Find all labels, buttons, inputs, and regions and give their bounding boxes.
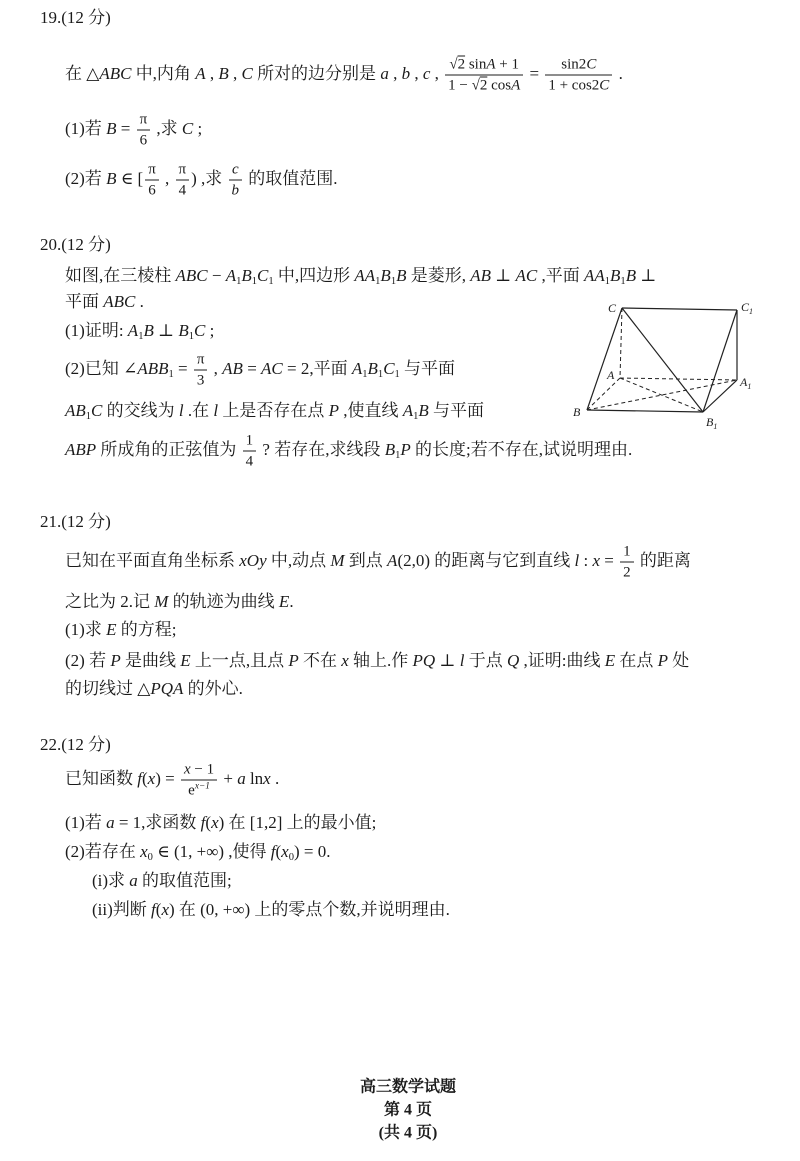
denominator — [176, 181, 190, 200]
edge-c-b — [587, 308, 622, 410]
text-run: 的长度;若不存在,试说明理由. — [410, 439, 633, 459]
text-run: ,求 — [152, 118, 182, 138]
q20-stem-line-2 — [65, 290, 144, 314]
numerator — [229, 161, 243, 181]
q22-part-2 — [65, 840, 330, 864]
text-run: e — [188, 782, 195, 799]
fraction — [229, 161, 243, 200]
text-run: (2)若 — [65, 168, 107, 188]
math-variable: PQ — [412, 651, 436, 670]
math-variable: E — [604, 651, 616, 670]
subscript: 0 — [147, 852, 153, 864]
text-run: 的取值范围; — [137, 871, 232, 890]
math-variable: f — [270, 842, 276, 861]
footer-page-total: (共 4 页) — [378, 1124, 438, 1142]
text-run: ; — [205, 321, 215, 340]
fraction — [137, 111, 151, 150]
text-run: 的交线为 — [102, 401, 179, 420]
text-run: 不在 — [298, 651, 342, 670]
math-variable: AC — [261, 358, 283, 378]
q21-stem-line-1 — [65, 543, 691, 582]
text-run: 的距离 — [635, 550, 691, 570]
text-run: ? 若存在,求线段 — [258, 439, 385, 459]
subscript: 1 — [413, 411, 419, 423]
vertex-label-c: C — [608, 301, 617, 315]
numerator — [620, 543, 634, 563]
math-variable: A — [351, 358, 363, 378]
text-run: ⊥ — [636, 266, 657, 285]
q19-part-2 — [65, 161, 338, 200]
text-run: ∈ (1, +∞) ,使得 — [152, 842, 271, 861]
text-run: . — [135, 292, 144, 311]
subscript: 1 — [395, 450, 401, 462]
math-variable: x — [147, 768, 156, 788]
math-variable: A — [195, 63, 206, 83]
text-run: 1 + cos2 — [548, 77, 600, 94]
subscript: 1 — [85, 411, 92, 423]
q20-part-1 — [65, 319, 214, 343]
text-run: 中,内角 — [131, 63, 196, 83]
q20-stem-line-1 — [65, 264, 656, 288]
edge-c-a — [620, 308, 622, 378]
text-run: ,证明:曲线 — [519, 651, 605, 670]
text-run: 中,四边形 — [273, 266, 355, 285]
text-run: 平面 — [65, 292, 104, 311]
text-run: , — [160, 168, 174, 188]
numerator — [181, 761, 217, 781]
text-run: π — [178, 161, 187, 178]
text-run: 1 − √ — [448, 77, 480, 94]
text-run: ; — [193, 118, 203, 138]
subscript: 1 — [375, 276, 381, 288]
text-run: 处 — [668, 651, 690, 670]
subscript: 1 — [390, 276, 397, 288]
math-variable: C — [599, 77, 610, 94]
q20-part-2-line-1 — [65, 351, 455, 390]
text-run: cos — [487, 77, 512, 94]
text-run: 所成角的正弦值为 — [96, 439, 241, 459]
math-variable: a — [380, 63, 389, 83]
subscript: 1 — [604, 276, 611, 288]
math-variable: a — [237, 768, 246, 788]
text-run: π — [148, 161, 156, 178]
text-run: 已知函数 — [65, 768, 138, 788]
numerator — [176, 161, 190, 181]
math-variable: P — [328, 401, 339, 420]
text-run: . — [270, 768, 280, 788]
math-variable: c — [422, 63, 431, 83]
text-run: 的外心. — [183, 679, 243, 698]
text-run: sin2 — [561, 56, 587, 73]
text-run: ln — [245, 768, 264, 788]
numerator — [243, 432, 257, 452]
text-run: 上一点,且点 — [190, 651, 289, 670]
math-variable: C — [194, 321, 206, 340]
q19-header: 19.(12 分) — [40, 8, 111, 27]
math-variable: l — [178, 401, 184, 420]
text-run: ) = — [155, 768, 179, 788]
text-run: = 2,平面 — [282, 358, 352, 378]
vertex-label-a: A — [607, 368, 615, 382]
math-variable: A — [511, 77, 521, 94]
math-variable: M — [154, 592, 169, 611]
text-run: (i)求 — [92, 871, 130, 890]
math-variable: B — [143, 321, 154, 340]
math-variable: C — [91, 401, 103, 420]
math-variable: x — [281, 842, 289, 861]
math-variable: x — [161, 900, 169, 919]
math-variable: l — [213, 401, 219, 420]
math-variable: ABC — [99, 63, 132, 83]
segment-c-b1 — [622, 308, 703, 412]
text-run: 4 — [245, 453, 254, 470]
denominator — [620, 563, 634, 582]
math-variable: C — [181, 118, 194, 138]
q22-part-2-ii — [92, 898, 450, 922]
math-variable: x — [140, 842, 148, 861]
text-run: ( — [275, 842, 282, 861]
math-variable: PQA — [150, 679, 184, 698]
math-variable: AA — [354, 266, 376, 285]
q20-header: 20.(12 分) — [40, 235, 111, 254]
text-run: 轴上.作 — [348, 651, 413, 670]
text-run: (1)若 — [65, 813, 107, 832]
text-run: 6 — [148, 182, 156, 199]
numerator — [137, 111, 151, 131]
text-run: − 1 — [190, 761, 215, 778]
radicand: 2 — [457, 56, 466, 73]
text-run: π — [196, 351, 205, 368]
fraction — [545, 56, 612, 95]
text-run: 的轨迹为曲线 — [168, 592, 279, 611]
math-variable: AC — [515, 266, 538, 285]
math-variable: b — [231, 182, 240, 199]
text-run: 1 — [623, 543, 631, 560]
subscript: 0 — [288, 852, 294, 864]
math-variable: P — [657, 651, 668, 670]
math-variable: l — [459, 651, 465, 670]
radicand: 2 — [479, 77, 488, 94]
text-run: , — [209, 358, 223, 378]
math-variable: f — [200, 813, 206, 832]
text-run: 已知在平面直角坐标系 — [65, 550, 240, 570]
text-run: ∈ [ — [116, 168, 144, 188]
math-variable: AB — [65, 401, 86, 420]
text-run: , — [410, 63, 423, 83]
text-run: + 1 — [495, 56, 519, 73]
text-run: (1)若 — [65, 118, 107, 138]
text-run: = — [116, 118, 135, 138]
vertex-label-b: B — [573, 405, 581, 419]
segment-a-b1 — [620, 378, 703, 412]
math-variable: B — [625, 266, 637, 285]
text-run: ⊥ — [153, 321, 179, 340]
q19-part-1 — [65, 111, 202, 150]
vertex-label-c1: $C_1$ — [741, 300, 754, 316]
math-variable: A — [127, 321, 139, 340]
math-variable: B — [218, 63, 229, 83]
page-footer — [0, 1056, 800, 1161]
text-run: ,使直线 — [339, 401, 403, 420]
text-run: ⊥ — [435, 651, 460, 670]
text-run: . — [614, 63, 623, 83]
math-variable: l — [574, 550, 580, 570]
q21-header: 21.(12 分) — [40, 512, 111, 531]
fraction — [445, 56, 523, 95]
text-run: 与平面 — [399, 358, 456, 378]
math-variable: ABP — [65, 439, 97, 459]
fraction — [620, 543, 634, 582]
q21-part-2-line-1 — [65, 649, 689, 673]
math-variable: E — [180, 651, 191, 670]
text-run: 6 — [139, 132, 148, 149]
q22-part-2-i — [92, 869, 232, 893]
math-variable: B — [106, 118, 117, 138]
math-variable: B — [396, 266, 407, 285]
text-run: (2)若存在 — [65, 842, 141, 861]
text-run: ⊥ — [491, 266, 516, 285]
text-run: + — [219, 768, 238, 788]
math-variable: x — [263, 768, 271, 788]
math-variable: xOy — [239, 550, 267, 570]
text-run: ) = 0. — [293, 842, 331, 861]
text-run: = — [242, 358, 262, 378]
math-variable: A — [387, 550, 398, 570]
math-variable: ABB — [137, 358, 169, 378]
math-variable: M — [330, 550, 345, 570]
math-variable: B — [610, 266, 621, 285]
subscript: 1 — [268, 276, 274, 288]
denominator — [145, 181, 159, 200]
math-variable: f — [137, 768, 142, 788]
text-run: 在点 — [615, 651, 658, 670]
subscript: 1 — [236, 276, 242, 288]
math-variable: B — [241, 266, 252, 285]
math-variable: C — [586, 56, 597, 73]
math-variable: Q — [506, 651, 520, 670]
text-run: 的方程; — [116, 620, 177, 639]
text-run: 所对的边分别是 — [252, 63, 381, 83]
text-run: (2) 若 — [65, 651, 111, 670]
math-variable: AB — [470, 266, 491, 285]
subscript: 1 — [362, 369, 368, 381]
text-run: 的取值范围. — [244, 168, 338, 188]
text-run: 3 — [196, 372, 205, 389]
text-run: 与平面 — [428, 401, 485, 420]
subscript: 1 — [188, 331, 194, 343]
edge-c-c1 — [622, 308, 737, 310]
math-variable: E — [106, 620, 117, 639]
math-variable: B — [418, 401, 429, 420]
q21-stem-line-2 — [65, 590, 294, 614]
superscript: x−1 — [194, 781, 210, 792]
numerator — [445, 56, 523, 76]
math-variable: ABC — [175, 266, 208, 285]
text-run: , — [228, 63, 242, 83]
fraction — [176, 161, 190, 200]
subscript: 1 — [394, 369, 400, 381]
math-variable: P — [400, 439, 411, 459]
text-run: ( — [205, 813, 212, 832]
text-run: − — [207, 266, 226, 285]
text-run: (ii)判断 — [92, 900, 152, 919]
text-run: 4 — [178, 182, 187, 199]
math-variable: E — [278, 592, 290, 611]
text-run: , — [430, 63, 444, 83]
vertex-label-a1: $A_1$ — [740, 375, 752, 391]
numerator — [545, 56, 612, 76]
text-run: , — [388, 63, 402, 83]
denominator — [243, 452, 257, 471]
numerator — [145, 161, 159, 181]
text-run: . — [289, 592, 294, 611]
math-variable: B — [380, 266, 391, 285]
math-variable: ABC — [103, 292, 136, 311]
text-run: 如图,在三棱柱 — [65, 266, 176, 285]
q22-part-1 — [65, 811, 376, 835]
text-run: 1 — [245, 432, 254, 449]
text-run: .在 — [183, 401, 214, 420]
text-run: π — [139, 111, 148, 128]
math-variable: P — [288, 651, 299, 670]
q21-part-2-line-2 — [65, 677, 243, 701]
vertex-label-b1: $B_1$ — [706, 415, 718, 431]
math-variable: B — [384, 439, 396, 459]
math-variable: C — [241, 63, 253, 83]
text-run: ,平面 — [537, 266, 584, 285]
text-run: sin — [465, 56, 487, 73]
denominator — [194, 371, 208, 390]
q22-stem — [65, 761, 279, 800]
text-run: (1)求 — [65, 620, 107, 639]
math-variable: C — [383, 358, 395, 378]
text-run: ) 在 [1,2] 上的最小值; — [218, 813, 377, 832]
footer-subject: 高三数学试题 — [359, 1078, 456, 1096]
fraction — [194, 351, 208, 390]
text-run: (2)已知 ∠ — [65, 358, 138, 378]
math-variable: x — [592, 550, 601, 570]
text-run: : — [579, 550, 593, 570]
text-run: 是菱形, — [406, 266, 471, 285]
text-run: 于点 — [464, 651, 507, 670]
math-variable: AA — [583, 266, 605, 285]
footer-page-number: 第 4 页 — [383, 1101, 432, 1119]
math-variable: AB — [222, 358, 243, 378]
text-run: = — [173, 358, 192, 378]
math-variable: B — [178, 321, 189, 340]
text-run: ) 在 (0, +∞) 上的零点个数,并说明理由. — [168, 900, 450, 919]
math-variable: f — [151, 900, 156, 919]
subscript: 1 — [168, 369, 174, 381]
math-variable: c — [231, 161, 239, 178]
math-variable: x — [341, 651, 349, 670]
q19-stem — [65, 56, 623, 95]
text-run: 的切线过 △ — [65, 679, 151, 698]
denominator — [137, 131, 151, 150]
text-run: ( — [155, 900, 162, 919]
q21-part-1 — [65, 618, 176, 642]
prism-figure — [570, 295, 765, 435]
math-variable: x — [183, 761, 191, 778]
text-run: = 1,求函数 — [114, 813, 201, 832]
text-run: ) ,求 — [191, 168, 227, 188]
math-variable: A — [486, 56, 496, 73]
math-variable: a — [106, 813, 115, 832]
text-run: (2,0) 的距离与它到直线 — [397, 550, 575, 570]
denominator — [229, 181, 243, 200]
math-variable: b — [401, 63, 411, 83]
text-run: 在 △ — [65, 63, 100, 83]
text-run: (1)证明: — [65, 321, 128, 340]
math-variable: C — [257, 266, 269, 285]
math-variable: a — [129, 871, 138, 890]
text-run: 上是否存在点 — [218, 401, 329, 420]
subscript: 1 — [251, 276, 258, 288]
subscript: 1 — [377, 369, 384, 381]
text-run: 是曲线 — [120, 651, 181, 670]
edge-b-b1 — [587, 410, 703, 412]
q20-part-2-line-2 — [65, 399, 484, 423]
text-run: = — [600, 550, 619, 570]
text-run: , — [205, 63, 219, 83]
fraction — [243, 432, 257, 471]
text-run: 之比为 2.记 — [65, 592, 155, 611]
denominator — [445, 76, 523, 95]
math-variable: B — [367, 358, 378, 378]
math-variable: x — [211, 813, 219, 832]
math-variable: A — [402, 401, 414, 420]
fraction — [181, 761, 217, 800]
denominator — [545, 76, 612, 95]
denominator — [181, 781, 217, 800]
math-variable: A — [225, 266, 237, 285]
fraction — [145, 161, 159, 200]
math-variable: B — [106, 168, 117, 188]
text-run: 2 — [623, 564, 631, 581]
q22-header: 22.(12 分) — [40, 735, 111, 754]
q20-part-2-line-3 — [65, 432, 632, 471]
text-run: 到点 — [344, 550, 388, 570]
text-run: √ — [449, 56, 458, 73]
text-run: ( — [141, 768, 148, 788]
subscript: 1 — [620, 276, 626, 288]
numerator — [194, 351, 208, 371]
text-run: 中,动点 — [266, 550, 331, 570]
subscript: 1 — [138, 331, 144, 343]
text-run: = — [525, 63, 544, 83]
math-variable: P — [110, 651, 121, 670]
